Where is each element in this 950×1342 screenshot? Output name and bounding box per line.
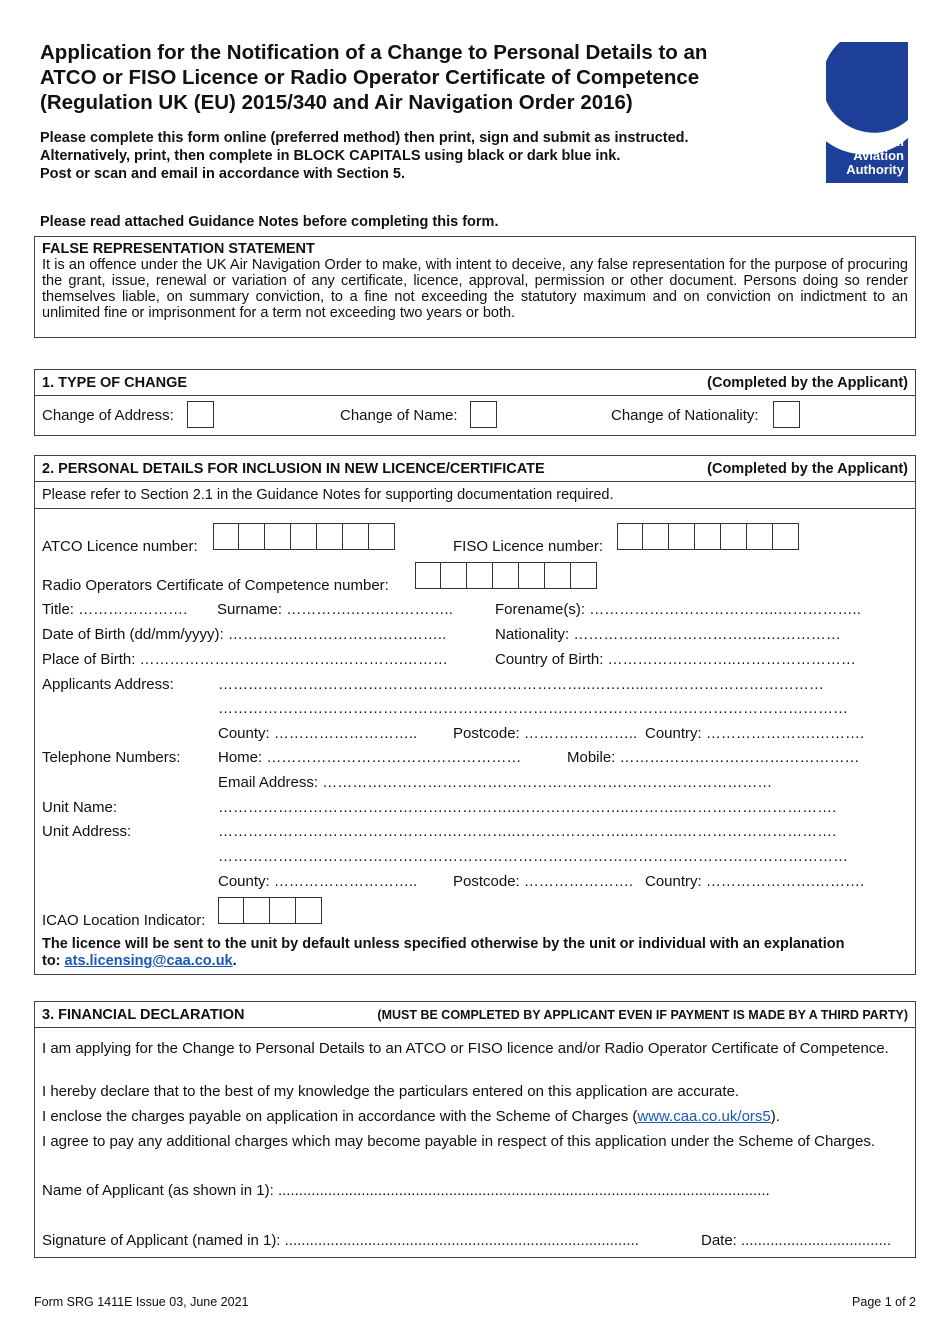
applicant-name-field[interactable]: Name of Applicant (as shown in 1): ...................................................................................................................... [42, 1182, 770, 1199]
section-3-title: 3. FINANCIAL DECLARATION [42, 1006, 245, 1023]
form-intro [40, 129, 780, 183]
radio-certificate-input[interactable] [415, 562, 597, 589]
guidance-notice: Please read attached Guidance Notes before completing this form. [40, 214, 499, 230]
applicant-signature-field[interactable]: Signature of Applicant (named in 1): ..................................................................................... [42, 1232, 639, 1249]
section-1-title: 1. TYPE OF CHANGE [42, 374, 188, 391]
unit-county-field[interactable]: County: ……………………….. [218, 873, 418, 890]
form-title [40, 40, 780, 115]
title-field[interactable]: Title: …………………. [42, 601, 188, 618]
nationality-field[interactable]: Nationality: …………….…………………..…………… [495, 626, 841, 643]
notice-text: The licence will be sent to the unit by default unless specified otherwise by the unit or individual with an explanation [42, 936, 845, 952]
false-representation-box [34, 236, 916, 338]
unit-address-line-2[interactable]: ……………………………………………………………………………………………………………… [218, 848, 848, 865]
section-2-refer: Please refer to Section 2.1 in the Guidance Notes for supporting documentation required. [35, 482, 915, 509]
section-2-title: 2. PERSONAL DETAILS FOR INCLUSION IN NEW LICENCE/CERTIFICATE [42, 460, 545, 477]
change-address-label: Change of Address: [42, 407, 174, 424]
intro-line: Please complete this form online (preferred method) then print, sign and submit as instructed. [40, 130, 689, 146]
title-line: (Regulation UK (EU) 2015/340 and Air Navigation Order 2016) [40, 91, 633, 114]
change-nationality-label: Change of Nationality: [611, 407, 759, 424]
notice-to: to: [42, 953, 65, 969]
change-name-checkbox[interactable] [470, 401, 497, 428]
scheme-of-charges-link[interactable]: www.caa.co.uk/ors5 [637, 1108, 771, 1125]
declaration-paragraph-1: I am applying for the Change to Personal Details to an ATCO or FISO licence and/or Radio Operator Certificate of Competence. [42, 1040, 889, 1057]
change-name-label: Change of Name: [340, 407, 458, 424]
icao-input[interactable] [218, 897, 322, 924]
ats-licensing-email-link[interactable]: ats.licensing@caa.co.uk [64, 953, 233, 969]
declaration-paragraph-4: I agree to pay any additional charges which may become payable in respect of this application under the Scheme of Charges. [42, 1133, 875, 1150]
charges-text: I enclose the charges payable on application in accordance with the Scheme of Charges ( [42, 1108, 638, 1125]
unit-postcode-field[interactable]: Postcode: …………………. [453, 873, 634, 890]
unit-name-label: Unit Name: [42, 799, 118, 816]
declaration-paragraph-2: I hereby declare that to the best of my knowledge the particulars entered on this application are accurate. [42, 1083, 740, 1100]
false-representation-heading: FALSE REPRESENTATION STATEMENT [42, 241, 315, 257]
section-3-note: (MUST BE COMPLETED BY APPLICANT EVEN IF PAYMENT IS MADE BY A THIRD PARTY) [377, 1007, 908, 1022]
forename-field[interactable]: Forename(s): ………………………………..…………….. [495, 601, 861, 618]
email-field[interactable]: Email Address: ……………………………………………………………………………… [218, 774, 773, 791]
section-3-header [35, 1002, 915, 1028]
logo-line: Civil Aviation [853, 134, 904, 163]
intro-line: Alternatively, print, then complete in BLOCK CAPITALS using black or dark blue ink. [40, 148, 621, 164]
change-type-row [35, 396, 915, 436]
address-line-1[interactable]: ……………………………………………….………………..………..……………………………… [218, 676, 824, 693]
applicant-address-label: Applicants Address: [42, 676, 174, 693]
section-1-header [35, 370, 915, 396]
country-of-birth-field[interactable]: Country of Birth: ……………………..…………………… [495, 651, 856, 668]
place-of-birth-field[interactable]: Place of Birth: ………………………………….………….……… [42, 651, 448, 668]
licence-delivery-notice [42, 936, 910, 970]
address-postcode-field[interactable]: Postcode: ………………….. [453, 725, 638, 742]
home-phone-field[interactable]: Home: …………………………………………… [218, 749, 522, 766]
page-number: Page 1 of 2 [852, 1295, 916, 1309]
section-2-note: (Completed by the Applicant) [707, 460, 908, 477]
section-2-header [35, 456, 915, 482]
surname-field[interactable]: Surname: ………….…….………….. [217, 601, 453, 618]
false-representation-text: It is an offence under the UK Air Navigation Order to make, with intent to deceive, any false representation for the purpose of procuring the grant, issue, renewal or variation of any certificate, licence, approval, permission or other document. Persons doing so render themselves liable, on summary conviction, to a fine not exceeding the statutory maximum and on conviction on indictment to an unlimited fine or imprisonment for a term not exceeding two years or both. [42, 257, 908, 321]
change-address-checkbox[interactable] [187, 401, 214, 428]
change-nationality-checkbox[interactable] [773, 401, 800, 428]
declaration-paragraph-3 [42, 1108, 780, 1125]
title-line: ATCO or FISO Licence or Radio Operator Certificate of Competence [40, 66, 700, 89]
logo-line: Authority [846, 162, 904, 177]
radio-certificate-label: Radio Operators Certificate of Competence number: [42, 577, 389, 594]
section-financial-declaration [34, 1001, 916, 1258]
section-type-of-change [34, 369, 916, 436]
telephone-label: Telephone Numbers: [42, 749, 181, 766]
atco-licence-label: ATCO Licence number: [42, 538, 198, 555]
atco-licence-input[interactable] [213, 523, 395, 550]
mobile-phone-field[interactable]: Mobile: ………………………………………… [567, 749, 860, 766]
fiso-licence-input[interactable] [617, 523, 799, 550]
address-county-field[interactable]: County: ……………………….. [218, 725, 418, 742]
unit-name-field[interactable]: ……………………………………….…………..…………………..………..…………………………. [218, 799, 837, 816]
icao-label: ICAO Location Indicator: [42, 912, 206, 929]
section-1-note: (Completed by the Applicant) [707, 374, 908, 391]
unit-address-label: Unit Address: [42, 823, 132, 840]
title-line: Application for the Notification of a Change to Personal Details to an [40, 41, 708, 64]
date-field[interactable]: Date: .................................... [701, 1232, 892, 1249]
unit-country-field[interactable]: Country: ………………….………. [645, 873, 865, 890]
fiso-licence-label: FISO Licence number: [453, 538, 604, 555]
logo-text [830, 135, 904, 177]
notice-contact [42, 953, 910, 970]
section-personal-details [34, 455, 916, 975]
unit-address-line-1[interactable]: ……………………………………….…………..…………………..………..…………………………. [218, 823, 837, 840]
intro-line: Post or scan and email in accordance with Section 5. [40, 166, 406, 182]
charges-text-end: ). [770, 1108, 780, 1125]
caa-logo [826, 42, 908, 183]
address-line-2[interactable]: ……………………………………………………………………………………………………………… [218, 700, 848, 717]
notice-end: . [232, 953, 237, 969]
form-identifier: Form SRG 1411E Issue 03, June 2021 [34, 1295, 249, 1309]
address-country-field[interactable]: Country: ………………….………. [645, 725, 865, 742]
dob-field[interactable]: Date of Birth (dd/mm/yyyy): …………………………………….. [42, 626, 447, 643]
